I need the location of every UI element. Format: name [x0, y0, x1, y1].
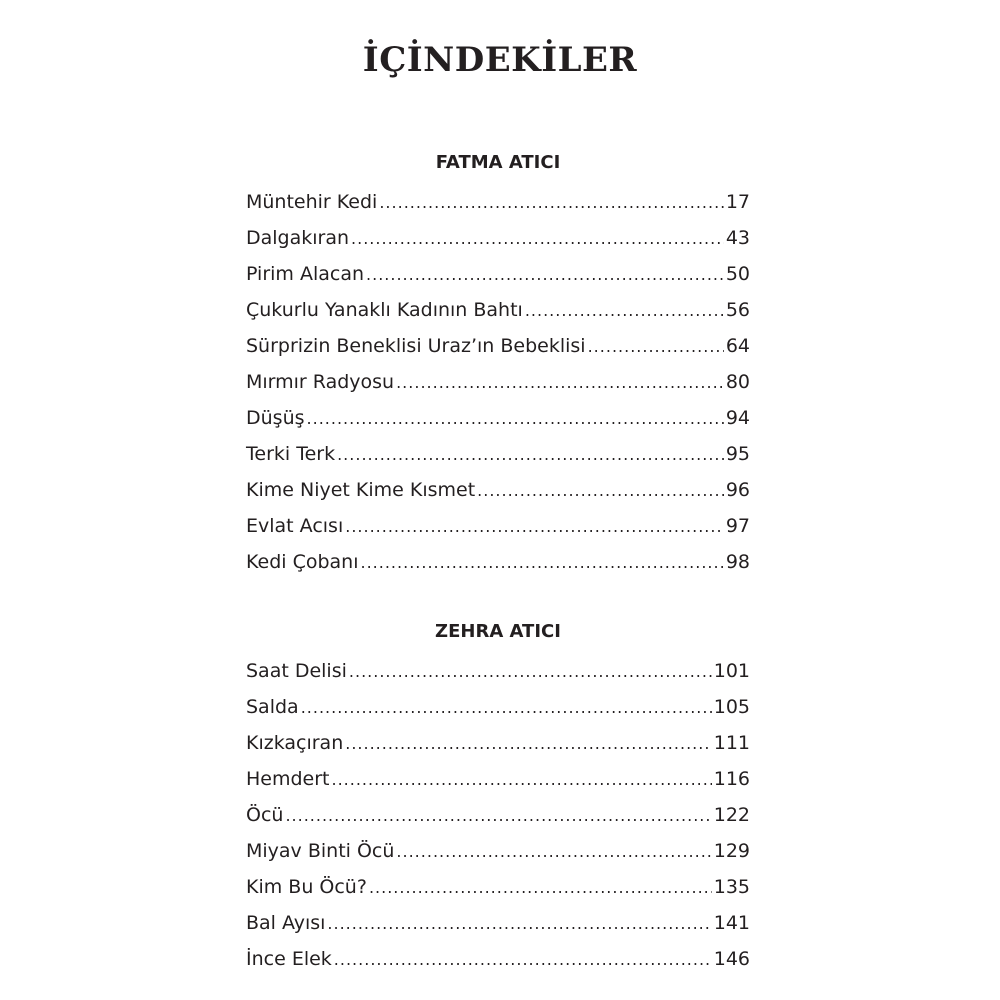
entry-title: Dalgakıran	[246, 227, 350, 249]
entry-title: İnce Elek	[246, 948, 332, 970]
toc-entry	[246, 220, 750, 256]
toc-entry	[246, 436, 750, 472]
dot-leader	[327, 905, 711, 941]
dot-leader	[477, 472, 724, 508]
entry-title: Kim Bu Öcü?	[246, 876, 367, 898]
entry-page-number: 17	[725, 191, 750, 213]
entry-page-number: 64	[725, 335, 750, 357]
entry-title: Saat Delisi	[246, 660, 347, 682]
dot-leader	[351, 220, 724, 256]
entry-title: Kızkaçıran	[246, 732, 344, 754]
entry-title: Bal Ayısı	[246, 912, 326, 934]
toc-entry	[246, 472, 750, 508]
dot-leader	[361, 544, 724, 580]
entry-page-number: 80	[725, 371, 750, 393]
entry-page-number: 122	[713, 804, 750, 826]
entry-page-number: 43	[725, 227, 750, 249]
toc-entry	[246, 184, 750, 220]
toc-list	[246, 184, 750, 580]
section-author: FATMA ATICI	[435, 152, 561, 173]
dot-leader	[525, 292, 724, 328]
entry-title: Müntehir Kedi	[246, 191, 378, 213]
dot-leader	[396, 833, 711, 869]
toc-entry	[246, 689, 750, 725]
entry-title: Miyav Binti Öcü	[246, 840, 395, 862]
dot-leader	[366, 256, 724, 292]
toc-entry	[246, 869, 750, 905]
toc-entry	[246, 364, 750, 400]
dot-leader	[337, 436, 724, 472]
dot-leader	[301, 689, 712, 725]
entry-title: Kedi Çobanı	[246, 551, 359, 573]
entry-title: Salda	[246, 696, 299, 718]
entry-title: Pirim Alacan	[246, 263, 365, 285]
entry-page-number: 56	[725, 299, 750, 321]
entry-page-number: 97	[725, 515, 750, 537]
toc-entry	[246, 797, 750, 833]
dot-leader	[396, 364, 724, 400]
entry-page-number: 129	[713, 840, 750, 862]
dot-leader	[285, 797, 711, 833]
toc-entry	[246, 544, 750, 580]
entry-page-number: 50	[725, 263, 750, 285]
entry-page-number: 95	[725, 443, 750, 465]
entry-page-number: 116	[713, 768, 750, 790]
toc-entry	[246, 508, 750, 544]
toc-list	[246, 653, 750, 977]
toc-entry	[246, 761, 750, 797]
toc-entry	[246, 328, 750, 364]
entry-title: Sürprizin Beneklisi Uraz’ın Bebeklisi	[246, 335, 586, 357]
toc-entry	[246, 653, 750, 689]
section-fatma-atici	[246, 150, 750, 580]
toc-entry	[246, 725, 750, 761]
dot-leader	[349, 653, 712, 689]
entry-title: Hemdert	[246, 768, 330, 790]
dot-leader	[369, 869, 712, 905]
entry-page-number: 96	[725, 479, 750, 501]
entry-title: Düşüş	[246, 407, 305, 429]
toc-entry	[246, 400, 750, 436]
page-title: İÇİNDEKİLER	[362, 40, 638, 80]
dot-leader	[345, 508, 724, 544]
entry-title: Öcü	[246, 804, 284, 826]
entry-title: Mırmır Radyosu	[246, 371, 395, 393]
toc-entry	[246, 941, 750, 977]
dot-leader	[345, 725, 711, 761]
entry-page-number: 101	[713, 660, 750, 682]
entry-page-number: 141	[713, 912, 750, 934]
toc-entry	[246, 833, 750, 869]
entry-page-number: 98	[725, 551, 750, 573]
entry-page-number: 105	[713, 696, 750, 718]
entry-title: Çukurlu Yanaklı Kadının Bahtı	[246, 299, 523, 321]
section-author: ZEHRA ATICI	[435, 621, 561, 642]
entry-page-number: 146	[713, 948, 750, 970]
dot-leader	[334, 941, 712, 977]
toc-entry	[246, 292, 750, 328]
toc-entry	[246, 905, 750, 941]
dot-leader	[307, 400, 724, 436]
entry-page-number: 135	[713, 876, 750, 898]
dot-leader	[588, 328, 724, 364]
section-zehra-atici	[246, 619, 750, 977]
entry-page-number: 94	[725, 407, 750, 429]
entry-title: Evlat Acısı	[246, 515, 344, 537]
toc-entry	[246, 256, 750, 292]
dot-leader	[332, 761, 712, 797]
dot-leader	[379, 184, 723, 220]
entry-page-number: 111	[713, 732, 750, 754]
entry-title: Kime Niyet Kime Kısmet	[246, 479, 476, 501]
entry-title: Terki Terk	[246, 443, 336, 465]
